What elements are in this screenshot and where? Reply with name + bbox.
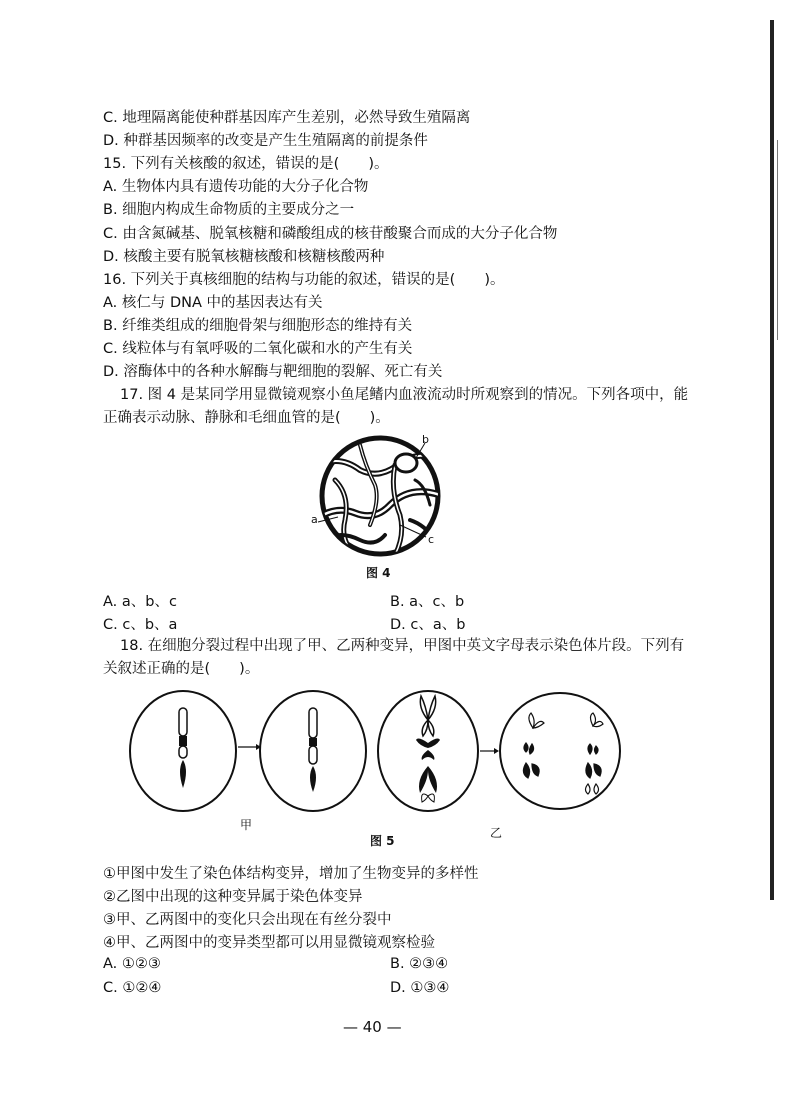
question-15-stem: 15. 下列有关核酸的叙述，错误的是( )。 xyxy=(103,156,389,172)
q17-option-a: A. a、b、c xyxy=(103,594,177,610)
scan-edge-line-thin xyxy=(777,140,778,340)
figure-4-label-b: b xyxy=(422,433,429,446)
figure-4-microscope-view xyxy=(300,425,500,565)
text-line: C. 地理隔离能使种群基因库产生差别，必然导致生殖隔离 xyxy=(103,110,471,126)
scan-edge-line xyxy=(770,20,774,900)
figure-4-label-c: c xyxy=(428,533,435,546)
question-18-stem-cont: 关叙述正确的是( )。 xyxy=(103,661,260,677)
statement-3: ③甲、乙两图中的变化只会出现在有丝分裂中 xyxy=(103,912,392,928)
figure-5-caption: 图 5 xyxy=(370,834,395,848)
chromosome-yi-bottom xyxy=(422,794,435,802)
question-18-stem: 18. 在细胞分裂过程中出现了甲、乙两种变异，甲图中英文字母表示染色体片段。下列有 xyxy=(120,638,685,654)
text-line: D. 核酸主要有脱氧核糖核酸和核糖核酸两种 xyxy=(103,249,385,265)
q17-option-d: D. c、a、b xyxy=(390,617,466,633)
statement-4: ④甲、乙两图中的变异类型都可以用显微镜观察检验 xyxy=(103,935,435,951)
text-line: D. 溶酶体中的各种水解酶与靶细胞的裂解、死亡有关 xyxy=(103,364,443,380)
text-line: B. 细胞内构成生命物质的主要成分之一 xyxy=(103,202,355,218)
statement-1: ①甲图中发生了染色体结构变异，增加了生物变异的多样性 xyxy=(103,866,479,882)
question-17-stem-cont: 正确表示动脉、静脉和毛细血管的是( )。 xyxy=(103,410,390,426)
question-16-stem: 16. 下列关于真核细胞的结构与功能的叙述，错误的是( )。 xyxy=(103,272,505,288)
chromosome-yi-top xyxy=(420,696,435,736)
chromosome-jia-1 xyxy=(179,708,187,788)
q17-option-c: C. c、b、a xyxy=(103,617,178,633)
q18-option-b: B. ②③④ xyxy=(390,956,449,972)
figure-5-label-yi: 乙 xyxy=(490,826,503,840)
chromosome-yi-right xyxy=(523,713,603,794)
chromosome-yi-mid xyxy=(416,739,440,793)
figure-5-chromosome-diagram xyxy=(128,688,688,823)
q18-option-d: D. ①③④ xyxy=(390,980,450,996)
text-line: C. 线粒体与有氧呼吸的二氧化碳和水的产生有关 xyxy=(103,341,413,357)
statement-2: ②乙图中出现的这种变异属于染色体变异 xyxy=(103,889,363,905)
q18-option-c: C. ①②④ xyxy=(103,980,162,996)
text-line: D. 种群基因频率的改变是产生生殖隔离的前提条件 xyxy=(103,133,428,149)
page-number: — 40 — xyxy=(343,1018,402,1036)
figure-4-caption: 图 4 xyxy=(366,566,391,580)
q18-option-a: A. ①②③ xyxy=(103,956,161,972)
text-line: C. 由含氮碱基、脱氧核糖和磷酸组成的核苷酸聚合而成的大分子化合物 xyxy=(103,226,558,242)
figure-5-label-jia: 甲 xyxy=(240,818,253,832)
figure-4-label-a: a xyxy=(311,513,318,526)
text-line: A. 生物体内具有遗传功能的大分子化合物 xyxy=(103,179,369,195)
q17-option-b: B. a、c、b xyxy=(390,594,465,610)
chromosome-jia-2 xyxy=(309,708,317,792)
text-line: A. 核仁与 DNA 中的基因表达有关 xyxy=(103,295,323,311)
text-line: B. 纤维类组成的细胞骨架与细胞形态的维持有关 xyxy=(103,318,413,334)
question-17-stem: 17. 图 4 是某同学用显微镜观察小鱼尾鳍内血液流动时所观察到的情况。下列各项中，能 xyxy=(120,387,689,403)
